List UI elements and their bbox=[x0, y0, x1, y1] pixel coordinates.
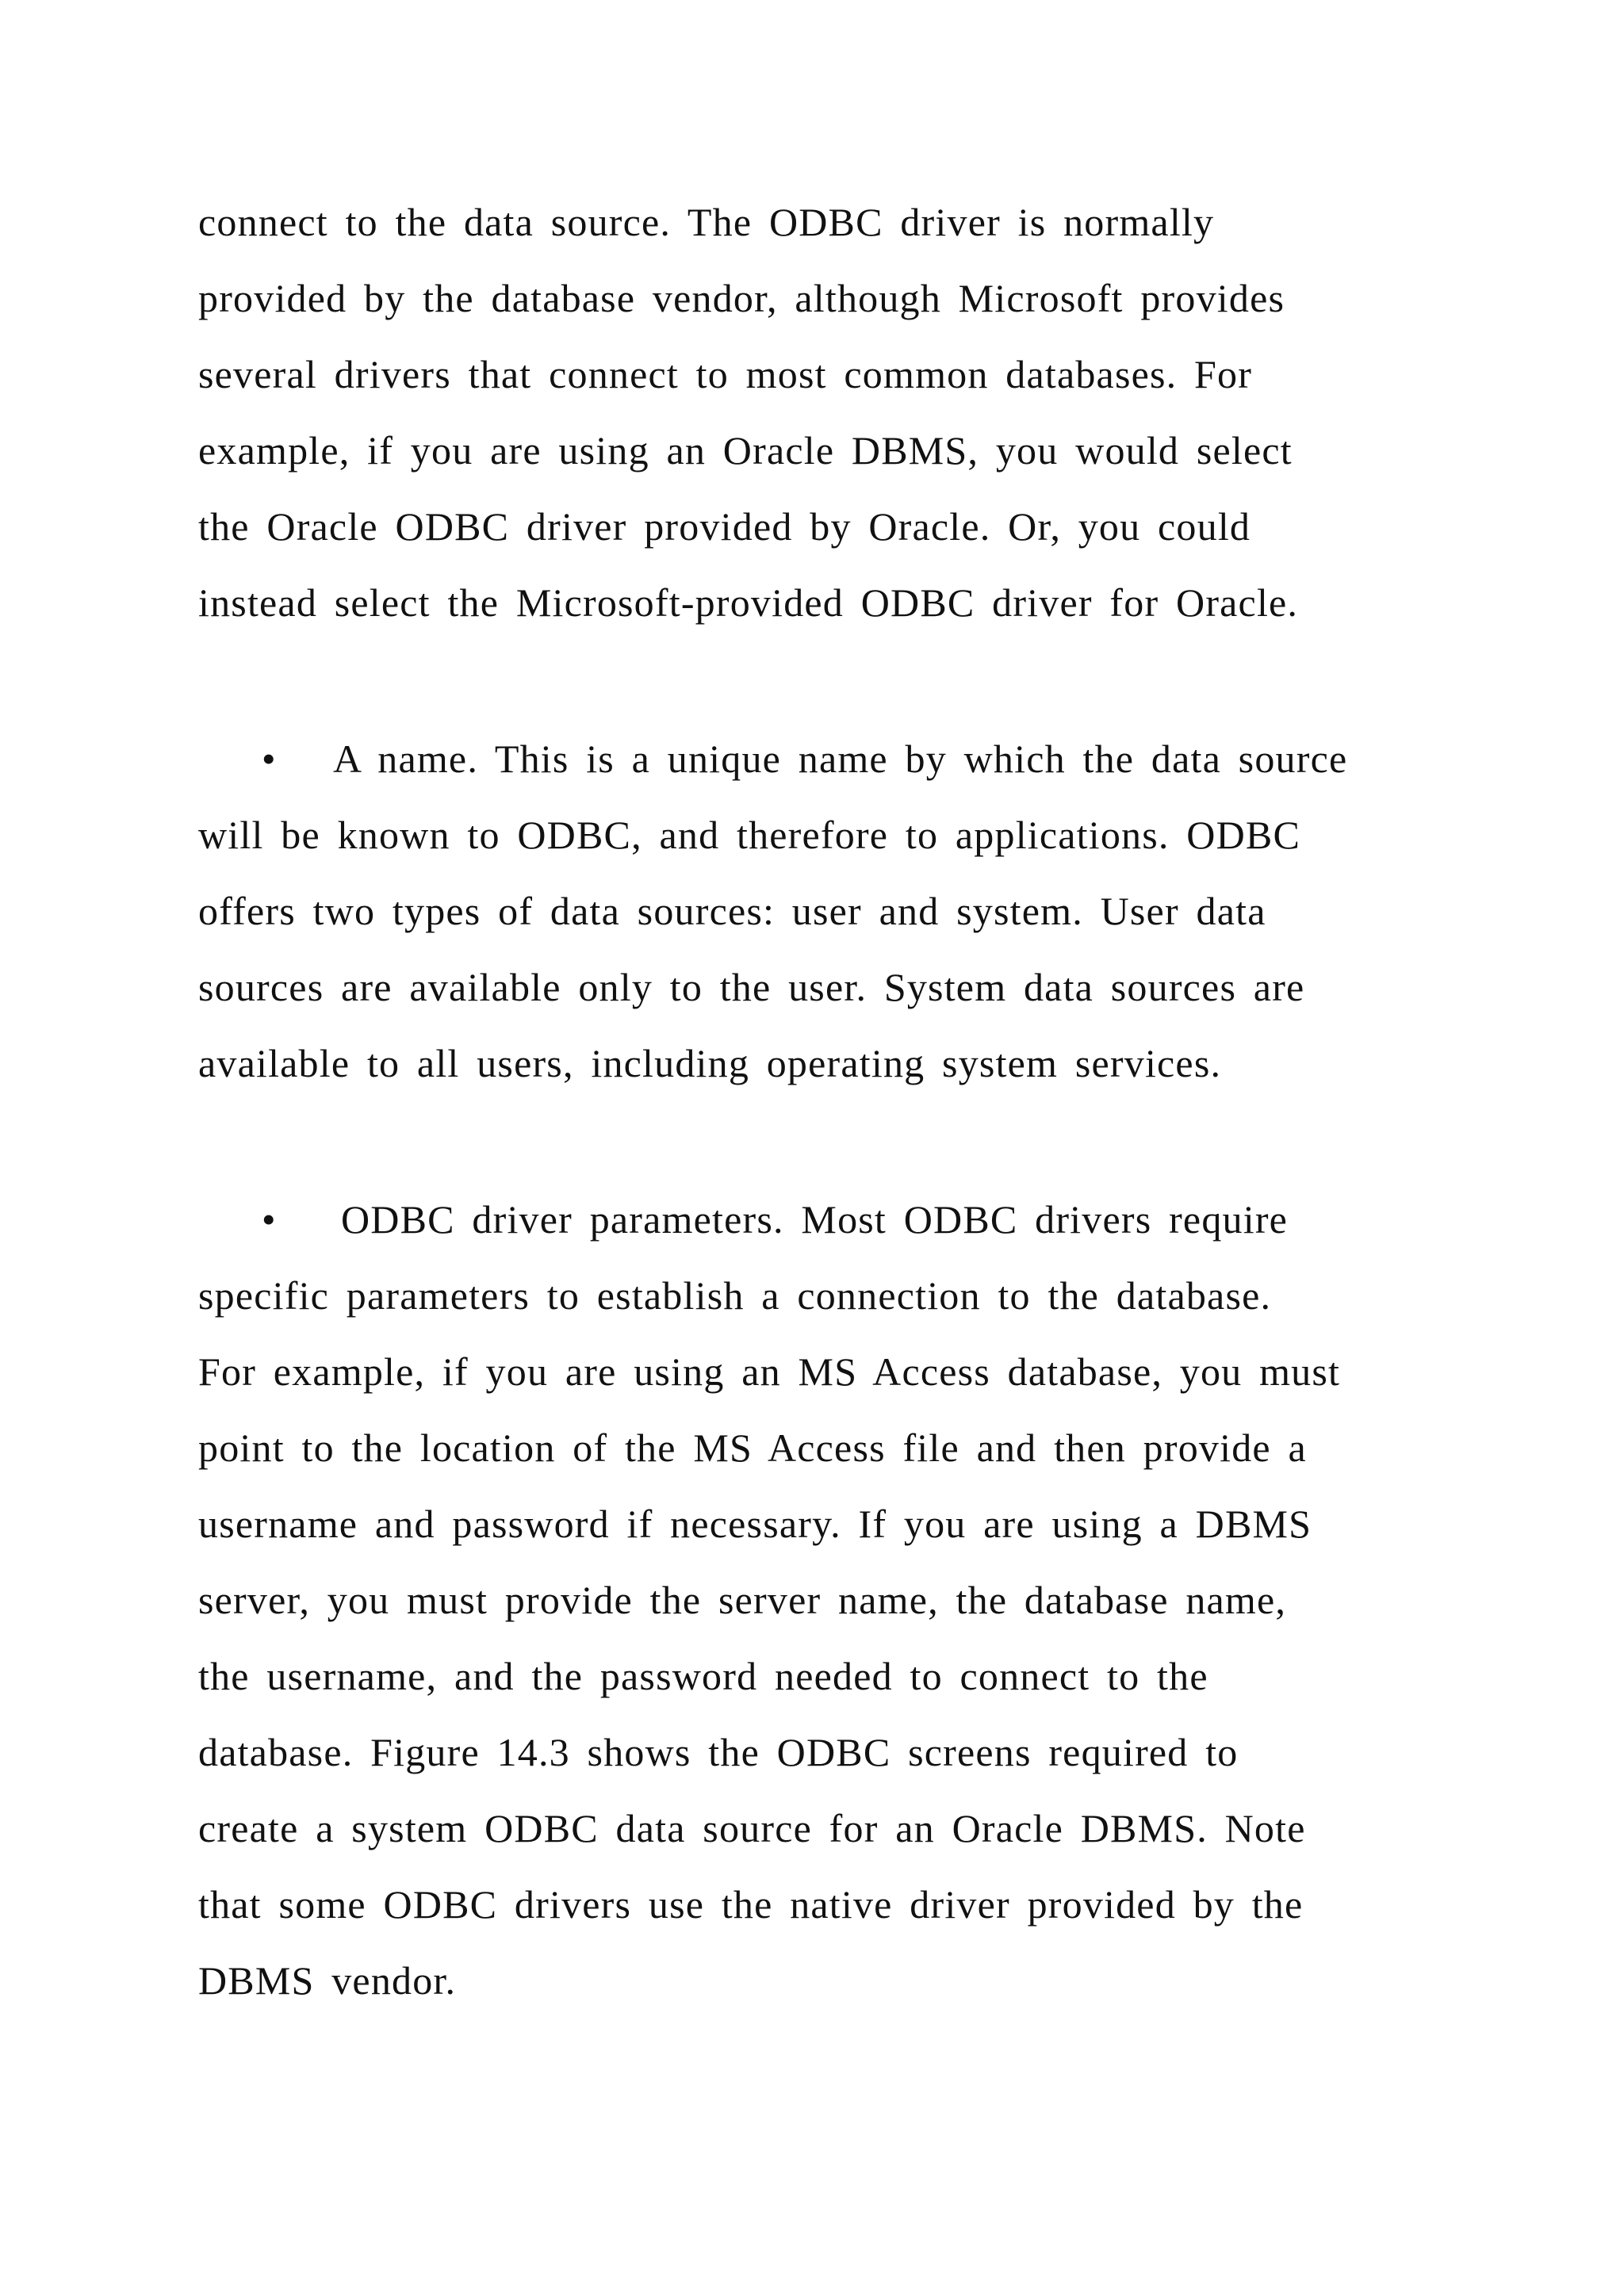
text-line: the Oracle ODBC driver provided by Oracle. Or, you could bbox=[198, 504, 1251, 549]
text-line: offers two types of data sources: user and system. User data bbox=[198, 889, 1266, 933]
text-line: that some ODBC drivers use the native driver provided by the bbox=[198, 1882, 1304, 1927]
text-line: sources are available only to the user. System data sources are bbox=[198, 965, 1305, 1009]
bullet-text: A name. This is a unique name by which the data source bbox=[333, 737, 1348, 781]
bullet-item-driver-parameters bbox=[198, 1181, 1340, 2019]
text-line: For example, if you are using an MS Access database, you must bbox=[198, 1349, 1341, 1394]
text-line: several drivers that connect to most common databases. For bbox=[198, 352, 1253, 396]
bullet-item-name bbox=[198, 721, 1347, 1101]
text-line: connect to the data source. The ODBC driver is normally bbox=[198, 200, 1215, 244]
text-line: server, you must provide the server name, the database name, bbox=[198, 1578, 1287, 1622]
bullet-text: ODBC driver parameters. Most ODBC drivers require bbox=[341, 1197, 1289, 1242]
paragraph-odbc-driver bbox=[198, 184, 1298, 641]
text-line bbox=[198, 721, 1347, 797]
text-line: specific parameters to establish a connection to the database. bbox=[198, 1273, 1272, 1318]
text-line: will be known to ODBC, and therefore to applications. ODBC bbox=[198, 813, 1301, 857]
text-line: instead select the Microsoft-provided ODBC driver for Oracle. bbox=[198, 580, 1299, 625]
text-line: point to the location of the MS Access file and then provide a bbox=[198, 1425, 1307, 1470]
text-line: create a system ODBC data source for an Oracle DBMS. Note bbox=[198, 1806, 1306, 1850]
text-line: database. Figure 14.3 shows the ODBC screens required to bbox=[198, 1730, 1239, 1774]
text-line: available to all users, including operating system services. bbox=[198, 1041, 1222, 1085]
text-line: username and password if necessary. If you are using a DBMS bbox=[198, 1502, 1312, 1546]
bullet-icon: • bbox=[262, 737, 277, 781]
text-line: the username, and the password needed to connect to the bbox=[198, 1654, 1208, 1698]
text-line bbox=[198, 1181, 1340, 1257]
text-line: DBMS vendor. bbox=[198, 1958, 457, 2003]
bullet-icon: • bbox=[262, 1197, 277, 1242]
text-line: example, if you are using an Oracle DBMS, you would select bbox=[198, 428, 1293, 473]
text-line: provided by the database vendor, although Microsoft provides bbox=[198, 276, 1285, 320]
